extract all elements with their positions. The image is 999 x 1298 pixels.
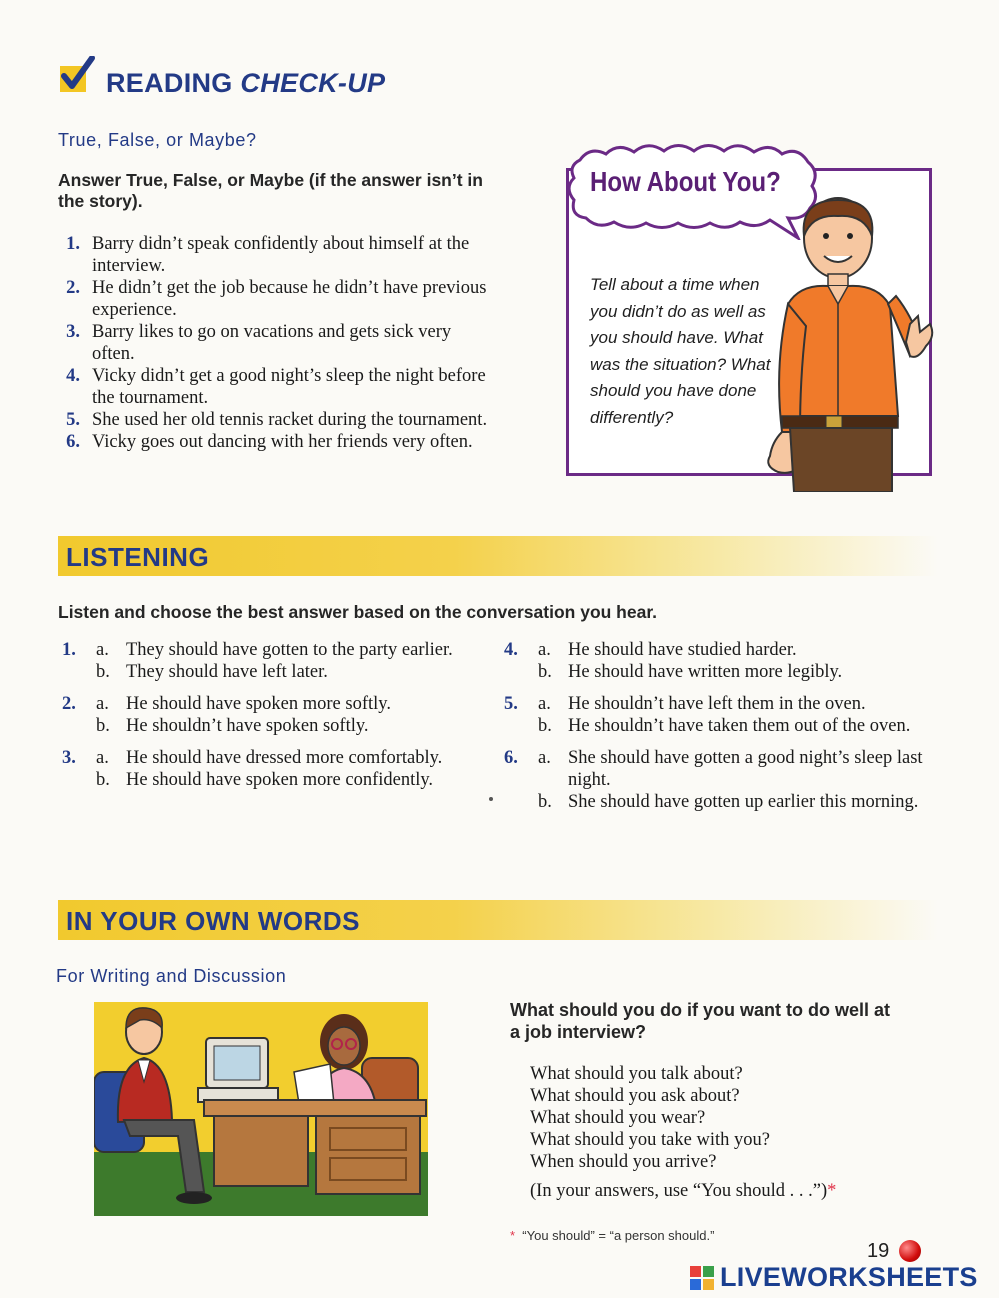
list-item: What should you take with you? [530, 1130, 770, 1150]
list-item: 1. a. They should have gotten to the party earlier. b. They should have left later. [62, 640, 453, 682]
writing-discussion-subtitle: For Writing and Discussion [56, 966, 287, 986]
reading-checkup-title: READING CHECK-UP [106, 68, 386, 98]
list-item: What should you ask about? [530, 1086, 740, 1106]
listening-title: LISTENING [66, 542, 210, 572]
list-item: What should you wear? [530, 1108, 706, 1128]
job-interview-illustration [94, 1002, 428, 1216]
teacher-illustration [760, 196, 940, 492]
list-item: What should you talk about? [530, 1064, 743, 1084]
own-words-prompts [530, 1063, 770, 1173]
list-item: 3. Barry likes to go on vacations and gets sick very often. [66, 322, 452, 364]
own-words-question: What should you do if you want to do well at a job interview? [510, 1000, 890, 1042]
list-item: 5. She used her old tennis racket during the tournament. [66, 410, 488, 430]
true-false-maybe-subtitle: True, False, or Maybe? [58, 130, 257, 150]
watermark-text: LIVEWORKSHEETS [720, 1262, 978, 1292]
stray-dot [489, 797, 493, 801]
how-about-you-text: Tell about a time when you didn’t do as well as you should have. What was the situation? What should you have done differently? [590, 275, 771, 427]
footnote: * “You should” = “a person should.” [510, 1228, 715, 1243]
list-item: 4. Vicky didn’t get a good night’s sleep the night before the tournament. [66, 366, 486, 408]
how-about-you-title: How About You? [590, 166, 781, 197]
listening-left-column [62, 639, 462, 801]
list-item: 5. a. He shouldn’t have left them in the oven. b. He shouldn’t have taken them out of the oven. [504, 694, 911, 736]
own-words-note: (In your answers, use “You should . . .”)* [530, 1181, 837, 1201]
reading-instruction: Answer True, False, or Maybe (if the answer isn’t in the story). [58, 170, 483, 211]
list-item: 2. He didn’t get the job because he didn’t have previous experience. [66, 278, 487, 320]
list-item: 2. a. He should have spoken more softly. b. He shouldn’t have spoken softly. [62, 694, 391, 736]
red-dot-icon [899, 1240, 921, 1262]
check-mark-icon [58, 56, 96, 94]
liveworksheets-icon [690, 1266, 714, 1290]
listening-instruction: Listen and choose the best answer based on the conversation you hear. [58, 602, 658, 622]
own-words-banner [58, 900, 938, 940]
listening-right-column [504, 639, 924, 823]
list-item: 4. a. He should have studied harder. b. He should have written more legibly. [504, 640, 843, 682]
list-item: 1. Barry didn’t speak confidently about himself at the interview. [66, 234, 470, 276]
list-item: 6. a. She should have gotten a good night’s sleep last night. b. She should have gotten up earlier this morning. [504, 748, 923, 812]
list-item: 3. a. He should have dressed more comfortably. b. He should have spoken more confidently. [62, 748, 443, 790]
list-item: 6. Vicky goes out dancing with her friends very often. [66, 432, 473, 452]
reading-question-list [58, 233, 498, 453]
list-item: When should you arrive? [530, 1152, 717, 1172]
own-words-title: IN YOUR OWN WORDS [66, 906, 361, 936]
listening-banner [58, 536, 938, 576]
page-number: 19 [867, 1240, 890, 1262]
